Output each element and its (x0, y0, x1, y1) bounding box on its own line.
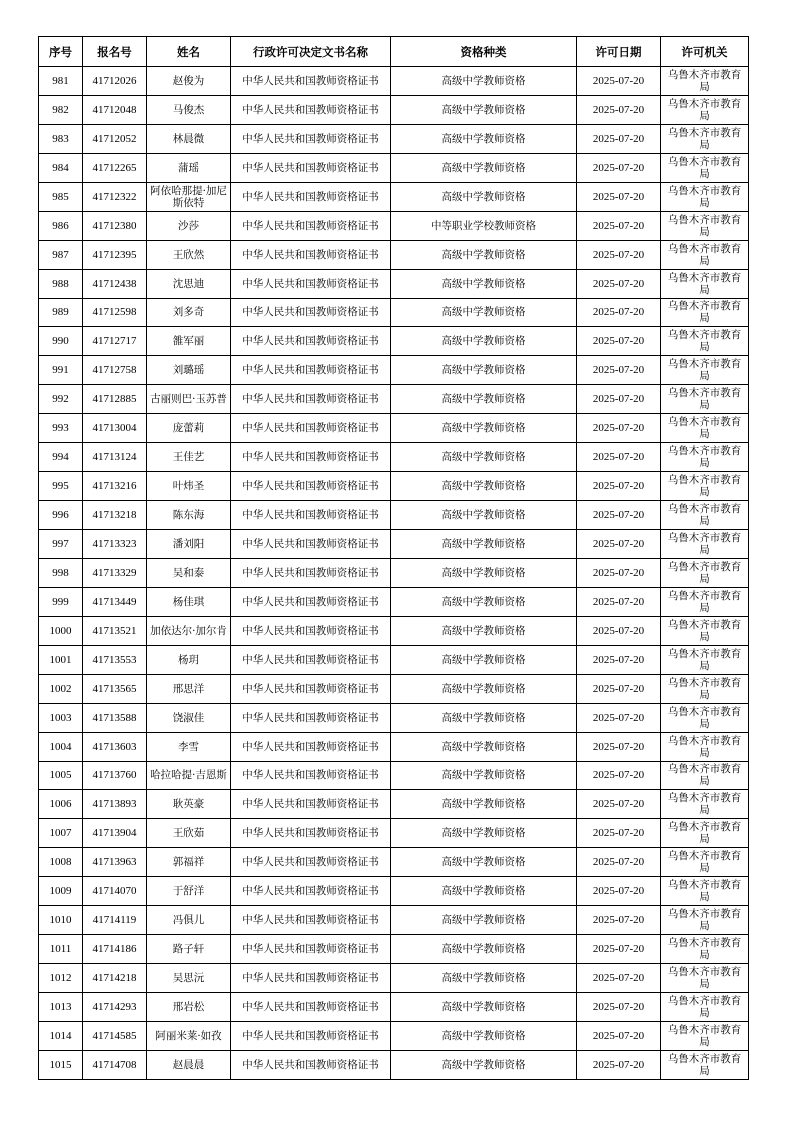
cell-serial: 982 (39, 95, 83, 124)
cell-registration-no: 41712265 (83, 153, 147, 182)
cell-serial: 987 (39, 240, 83, 269)
cell-qualification-type: 高级中学教师资格 (391, 385, 577, 414)
cell-serial: 1010 (39, 906, 83, 935)
cell-name: 王欣然 (147, 240, 231, 269)
cell-license-authority: 乌鲁木齐市教育局 (661, 124, 749, 153)
cell-license-authority: 乌鲁木齐市教育局 (661, 269, 749, 298)
cell-serial: 989 (39, 298, 83, 327)
table-row (39, 501, 749, 530)
cell-name: 吴思沅 (147, 964, 231, 993)
cell-qualification-type: 高级中学教师资格 (391, 819, 577, 848)
cell-license-date: 2025-07-20 (577, 703, 661, 732)
cell-name: 李雪 (147, 732, 231, 761)
header-license-date: 许可日期 (577, 37, 661, 67)
table-row (39, 935, 749, 964)
cell-document-name: 中华人民共和国教师资格证书 (231, 790, 391, 819)
license-table (38, 36, 749, 1080)
cell-qualification-type: 高级中学教师资格 (391, 501, 577, 530)
cell-registration-no: 41713521 (83, 616, 147, 645)
table-row (39, 327, 749, 356)
cell-document-name: 中华人民共和国教师资格证书 (231, 877, 391, 906)
table-row (39, 443, 749, 472)
cell-license-date: 2025-07-20 (577, 1050, 661, 1079)
cell-registration-no: 41714186 (83, 935, 147, 964)
table-row (39, 1050, 749, 1079)
cell-qualification-type: 高级中学教师资格 (391, 414, 577, 443)
cell-license-date: 2025-07-20 (577, 67, 661, 96)
cell-license-date: 2025-07-20 (577, 153, 661, 182)
cell-serial: 1013 (39, 993, 83, 1022)
cell-serial: 983 (39, 124, 83, 153)
cell-document-name: 中华人民共和国教师资格证书 (231, 703, 391, 732)
cell-license-authority: 乌鲁木齐市教育局 (661, 356, 749, 385)
cell-registration-no: 41713004 (83, 414, 147, 443)
cell-document-name: 中华人民共和国教师资格证书 (231, 182, 391, 211)
cell-license-date: 2025-07-20 (577, 211, 661, 240)
cell-name: 于舒洋 (147, 877, 231, 906)
cell-name: 庞蕾莉 (147, 414, 231, 443)
table-row (39, 298, 749, 327)
cell-license-date: 2025-07-20 (577, 182, 661, 211)
cell-name: 雒军丽 (147, 327, 231, 356)
cell-document-name: 中华人民共和国教师资格证书 (231, 443, 391, 472)
cell-serial: 1008 (39, 848, 83, 877)
table-row (39, 616, 749, 645)
cell-license-date: 2025-07-20 (577, 819, 661, 848)
cell-registration-no: 41712438 (83, 269, 147, 298)
cell-license-authority: 乌鲁木齐市教育局 (661, 501, 749, 530)
cell-name: 刘多奇 (147, 298, 231, 327)
cell-document-name: 中华人民共和国教师资格证书 (231, 1050, 391, 1079)
cell-license-authority: 乌鲁木齐市教育局 (661, 790, 749, 819)
cell-document-name: 中华人民共和国教师资格证书 (231, 761, 391, 790)
cell-serial: 1015 (39, 1050, 83, 1079)
cell-license-date: 2025-07-20 (577, 240, 661, 269)
cell-name: 蒲瑶 (147, 153, 231, 182)
cell-serial: 1000 (39, 616, 83, 645)
cell-qualification-type: 高级中学教师资格 (391, 848, 577, 877)
cell-license-authority: 乌鲁木齐市教育局 (661, 472, 749, 501)
cell-serial: 1005 (39, 761, 83, 790)
table-row (39, 414, 749, 443)
cell-name: 赵俊为 (147, 67, 231, 96)
cell-registration-no: 41712717 (83, 327, 147, 356)
cell-registration-no: 41714708 (83, 1050, 147, 1079)
cell-document-name: 中华人民共和国教师资格证书 (231, 269, 391, 298)
cell-document-name: 中华人民共和国教师资格证书 (231, 501, 391, 530)
cell-serial: 994 (39, 443, 83, 472)
table-row (39, 211, 749, 240)
cell-serial: 1011 (39, 935, 83, 964)
cell-document-name: 中华人民共和国教师资格证书 (231, 935, 391, 964)
cell-license-date: 2025-07-20 (577, 993, 661, 1022)
cell-serial: 1004 (39, 732, 83, 761)
cell-license-date: 2025-07-20 (577, 558, 661, 587)
cell-registration-no: 41713963 (83, 848, 147, 877)
cell-registration-no: 41714293 (83, 993, 147, 1022)
cell-serial: 995 (39, 472, 83, 501)
cell-license-authority: 乌鲁木齐市教育局 (661, 645, 749, 674)
table-row (39, 645, 749, 674)
cell-license-authority: 乌鲁木齐市教育局 (661, 877, 749, 906)
cell-license-date: 2025-07-20 (577, 472, 661, 501)
cell-name: 吴和泰 (147, 558, 231, 587)
cell-serial: 990 (39, 327, 83, 356)
cell-license-authority: 乌鲁木齐市教育局 (661, 819, 749, 848)
cell-license-date: 2025-07-20 (577, 501, 661, 530)
cell-license-date: 2025-07-20 (577, 935, 661, 964)
cell-license-authority: 乌鲁木齐市教育局 (661, 674, 749, 703)
header-registration-no: 报名号 (83, 37, 147, 67)
cell-license-date: 2025-07-20 (577, 385, 661, 414)
cell-registration-no: 41713323 (83, 530, 147, 559)
cell-license-date: 2025-07-20 (577, 1021, 661, 1050)
cell-registration-no: 41713904 (83, 819, 147, 848)
cell-name: 哈拉哈提·吉恩斯 (147, 761, 231, 790)
cell-document-name: 中华人民共和国教师资格证书 (231, 385, 391, 414)
table-row (39, 993, 749, 1022)
cell-license-authority: 乌鲁木齐市教育局 (661, 848, 749, 877)
cell-license-authority: 乌鲁木齐市教育局 (661, 95, 749, 124)
cell-license-date: 2025-07-20 (577, 95, 661, 124)
cell-serial: 1002 (39, 674, 83, 703)
cell-qualification-type: 高级中学教师资格 (391, 153, 577, 182)
table-row (39, 472, 749, 501)
cell-qualification-type: 高级中学教师资格 (391, 587, 577, 616)
cell-registration-no: 41712052 (83, 124, 147, 153)
cell-serial: 992 (39, 385, 83, 414)
cell-license-date: 2025-07-20 (577, 587, 661, 616)
cell-serial: 1007 (39, 819, 83, 848)
table-row (39, 1021, 749, 1050)
cell-qualification-type: 高级中学教师资格 (391, 761, 577, 790)
cell-qualification-type: 高级中学教师资格 (391, 124, 577, 153)
cell-serial: 991 (39, 356, 83, 385)
cell-license-date: 2025-07-20 (577, 298, 661, 327)
cell-license-authority: 乌鲁木齐市教育局 (661, 906, 749, 935)
cell-qualification-type: 中等职业学校教师资格 (391, 211, 577, 240)
cell-registration-no: 41713588 (83, 703, 147, 732)
cell-license-date: 2025-07-20 (577, 616, 661, 645)
cell-license-date: 2025-07-20 (577, 732, 661, 761)
cell-qualification-type: 高级中学教师资格 (391, 877, 577, 906)
cell-registration-no: 41713124 (83, 443, 147, 472)
table-row (39, 269, 749, 298)
cell-name: 王佳艺 (147, 443, 231, 472)
table-row (39, 95, 749, 124)
cell-license-authority: 乌鲁木齐市教育局 (661, 1050, 749, 1079)
cell-name: 古丽则巴·玉苏普 (147, 385, 231, 414)
cell-license-authority: 乌鲁木齐市教育局 (661, 414, 749, 443)
cell-license-date: 2025-07-20 (577, 790, 661, 819)
header-license-authority: 许可机关 (661, 37, 749, 67)
header-qualification-type: 资格种类 (391, 37, 577, 67)
cell-registration-no: 41714070 (83, 877, 147, 906)
cell-license-authority: 乌鲁木齐市教育局 (661, 935, 749, 964)
cell-document-name: 中华人民共和国教师资格证书 (231, 67, 391, 96)
cell-registration-no: 41712885 (83, 385, 147, 414)
cell-license-date: 2025-07-20 (577, 645, 661, 674)
cell-serial: 1003 (39, 703, 83, 732)
table-row (39, 819, 749, 848)
cell-license-authority: 乌鲁木齐市教育局 (661, 327, 749, 356)
table-row (39, 877, 749, 906)
cell-serial: 981 (39, 67, 83, 96)
cell-qualification-type: 高级中学教师资格 (391, 964, 577, 993)
table-row (39, 964, 749, 993)
cell-qualification-type: 高级中学教师资格 (391, 95, 577, 124)
cell-name: 沈思迪 (147, 269, 231, 298)
cell-serial: 997 (39, 530, 83, 559)
cell-license-date: 2025-07-20 (577, 877, 661, 906)
cell-license-date: 2025-07-20 (577, 906, 661, 935)
cell-registration-no: 41712048 (83, 95, 147, 124)
cell-name: 林晨微 (147, 124, 231, 153)
cell-name: 王欣茹 (147, 819, 231, 848)
cell-document-name: 中华人民共和国教师资格证书 (231, 674, 391, 703)
cell-document-name: 中华人民共和国教师资格证书 (231, 587, 391, 616)
table-row (39, 587, 749, 616)
cell-license-authority: 乌鲁木齐市教育局 (661, 530, 749, 559)
cell-document-name: 中华人民共和国教师资格证书 (231, 95, 391, 124)
cell-document-name: 中华人民共和国教师资格证书 (231, 993, 391, 1022)
cell-qualification-type: 高级中学教师资格 (391, 67, 577, 96)
cell-document-name: 中华人民共和国教师资格证书 (231, 530, 391, 559)
cell-serial: 984 (39, 153, 83, 182)
cell-document-name: 中华人民共和国教师资格证书 (231, 848, 391, 877)
table-row (39, 67, 749, 96)
cell-license-authority: 乌鲁木齐市教育局 (661, 1021, 749, 1050)
cell-registration-no: 41713216 (83, 472, 147, 501)
cell-name: 潘刘阳 (147, 530, 231, 559)
cell-qualification-type: 高级中学教师资格 (391, 472, 577, 501)
table-row (39, 124, 749, 153)
cell-qualification-type: 高级中学教师资格 (391, 327, 577, 356)
cell-license-authority: 乌鲁木齐市教育局 (661, 240, 749, 269)
cell-license-date: 2025-07-20 (577, 674, 661, 703)
cell-serial: 1009 (39, 877, 83, 906)
cell-document-name: 中华人民共和国教师资格证书 (231, 211, 391, 240)
cell-license-date: 2025-07-20 (577, 414, 661, 443)
cell-qualification-type: 高级中学教师资格 (391, 993, 577, 1022)
cell-document-name: 中华人民共和国教师资格证书 (231, 645, 391, 674)
cell-registration-no: 41714218 (83, 964, 147, 993)
table-row (39, 732, 749, 761)
cell-license-authority: 乌鲁木齐市教育局 (661, 385, 749, 414)
cell-document-name: 中华人民共和国教师资格证书 (231, 414, 391, 443)
table-row (39, 703, 749, 732)
cell-license-authority: 乌鲁木齐市教育局 (661, 703, 749, 732)
table-row (39, 356, 749, 385)
cell-license-date: 2025-07-20 (577, 327, 661, 356)
cell-serial: 988 (39, 269, 83, 298)
cell-serial: 985 (39, 182, 83, 211)
cell-license-authority: 乌鲁木齐市教育局 (661, 298, 749, 327)
cell-name: 阿丽米莱·如孜 (147, 1021, 231, 1050)
cell-license-authority: 乌鲁木齐市教育局 (661, 761, 749, 790)
cell-name: 郭福祥 (147, 848, 231, 877)
cell-registration-no: 41713760 (83, 761, 147, 790)
cell-document-name: 中华人民共和国教师资格证书 (231, 356, 391, 385)
cell-document-name: 中华人民共和国教师资格证书 (231, 153, 391, 182)
cell-document-name: 中华人民共和国教师资格证书 (231, 732, 391, 761)
cell-name: 饶淑佳 (147, 703, 231, 732)
cell-name: 杨佳琪 (147, 587, 231, 616)
cell-document-name: 中华人民共和国教师资格证书 (231, 558, 391, 587)
cell-document-name: 中华人民共和国教师资格证书 (231, 1021, 391, 1050)
table-row (39, 530, 749, 559)
cell-license-authority: 乌鲁木齐市教育局 (661, 587, 749, 616)
cell-name: 刘璐瑶 (147, 356, 231, 385)
cell-name: 叶炜圣 (147, 472, 231, 501)
cell-registration-no: 41712598 (83, 298, 147, 327)
cell-qualification-type: 高级中学教师资格 (391, 732, 577, 761)
header-row (39, 37, 749, 67)
cell-registration-no: 41712380 (83, 211, 147, 240)
cell-license-authority: 乌鲁木齐市教育局 (661, 211, 749, 240)
table-row (39, 906, 749, 935)
cell-registration-no: 41714585 (83, 1021, 147, 1050)
cell-serial: 1006 (39, 790, 83, 819)
cell-qualification-type: 高级中学教师资格 (391, 182, 577, 211)
cell-registration-no: 41713329 (83, 558, 147, 587)
cell-license-authority: 乌鲁木齐市教育局 (661, 964, 749, 993)
cell-registration-no: 41714119 (83, 906, 147, 935)
table-header (39, 37, 749, 67)
table-row (39, 674, 749, 703)
cell-registration-no: 41713603 (83, 732, 147, 761)
cell-license-authority: 乌鲁木齐市教育局 (661, 182, 749, 211)
table-row (39, 182, 749, 211)
cell-qualification-type: 高级中学教师资格 (391, 616, 577, 645)
cell-document-name: 中华人民共和国教师资格证书 (231, 124, 391, 153)
cell-license-authority: 乌鲁木齐市教育局 (661, 993, 749, 1022)
cell-registration-no: 41712026 (83, 67, 147, 96)
cell-serial: 993 (39, 414, 83, 443)
cell-registration-no: 41713893 (83, 790, 147, 819)
cell-name: 加依达尔·加尔肯 (147, 616, 231, 645)
cell-document-name: 中华人民共和国教师资格证书 (231, 964, 391, 993)
table-row (39, 153, 749, 182)
header-serial: 序号 (39, 37, 83, 67)
cell-qualification-type: 高级中学教师资格 (391, 1021, 577, 1050)
cell-qualification-type: 高级中学教师资格 (391, 558, 577, 587)
cell-license-authority: 乌鲁木齐市教育局 (661, 443, 749, 472)
cell-license-authority: 乌鲁木齐市教育局 (661, 616, 749, 645)
cell-license-authority: 乌鲁木齐市教育局 (661, 67, 749, 96)
cell-qualification-type: 高级中学教师资格 (391, 790, 577, 819)
cell-license-date: 2025-07-20 (577, 443, 661, 472)
cell-registration-no: 41712758 (83, 356, 147, 385)
cell-document-name: 中华人民共和国教师资格证书 (231, 819, 391, 848)
header-name: 姓名 (147, 37, 231, 67)
cell-document-name: 中华人民共和国教师资格证书 (231, 616, 391, 645)
cell-document-name: 中华人民共和国教师资格证书 (231, 240, 391, 269)
cell-license-authority: 乌鲁木齐市教育局 (661, 732, 749, 761)
table-row (39, 848, 749, 877)
cell-name: 冯俱儿 (147, 906, 231, 935)
cell-registration-no: 41713565 (83, 674, 147, 703)
cell-name: 阿依哈那提·加尼斯依特 (147, 182, 231, 211)
cell-name: 耿英豪 (147, 790, 231, 819)
cell-license-date: 2025-07-20 (577, 124, 661, 153)
cell-name: 马俊杰 (147, 95, 231, 124)
cell-qualification-type: 高级中学教师资格 (391, 269, 577, 298)
table-body (39, 67, 749, 1080)
cell-qualification-type: 高级中学教师资格 (391, 1050, 577, 1079)
cell-license-date: 2025-07-20 (577, 530, 661, 559)
cell-name: 沙莎 (147, 211, 231, 240)
cell-license-date: 2025-07-20 (577, 761, 661, 790)
cell-license-date: 2025-07-20 (577, 356, 661, 385)
cell-serial: 998 (39, 558, 83, 587)
cell-license-authority: 乌鲁木齐市教育局 (661, 153, 749, 182)
cell-name: 陈东海 (147, 501, 231, 530)
cell-serial: 1014 (39, 1021, 83, 1050)
cell-name: 邢思洋 (147, 674, 231, 703)
cell-document-name: 中华人民共和国教师资格证书 (231, 472, 391, 501)
license-table-page (38, 36, 748, 1080)
table-row (39, 558, 749, 587)
cell-serial: 1001 (39, 645, 83, 674)
cell-registration-no: 41713553 (83, 645, 147, 674)
cell-name: 路子轩 (147, 935, 231, 964)
cell-license-authority: 乌鲁木齐市教育局 (661, 558, 749, 587)
table-row (39, 240, 749, 269)
cell-serial: 986 (39, 211, 83, 240)
cell-name: 赵晨晨 (147, 1050, 231, 1079)
cell-registration-no: 41713218 (83, 501, 147, 530)
table-row (39, 761, 749, 790)
cell-serial: 999 (39, 587, 83, 616)
table-row (39, 790, 749, 819)
cell-name: 杨玥 (147, 645, 231, 674)
cell-license-date: 2025-07-20 (577, 269, 661, 298)
cell-qualification-type: 高级中学教师资格 (391, 906, 577, 935)
cell-qualification-type: 高级中学教师资格 (391, 645, 577, 674)
header-document-name: 行政许可决定文书名称 (231, 37, 391, 67)
cell-serial: 996 (39, 501, 83, 530)
cell-serial: 1012 (39, 964, 83, 993)
cell-qualification-type: 高级中学教师资格 (391, 530, 577, 559)
cell-registration-no: 41712395 (83, 240, 147, 269)
table-row (39, 385, 749, 414)
cell-qualification-type: 高级中学教师资格 (391, 443, 577, 472)
cell-document-name: 中华人民共和国教师资格证书 (231, 298, 391, 327)
cell-qualification-type: 高级中学教师资格 (391, 935, 577, 964)
cell-qualification-type: 高级中学教师资格 (391, 240, 577, 269)
cell-qualification-type: 高级中学教师资格 (391, 703, 577, 732)
cell-document-name: 中华人民共和国教师资格证书 (231, 906, 391, 935)
cell-name: 邢岩松 (147, 993, 231, 1022)
cell-qualification-type: 高级中学教师资格 (391, 356, 577, 385)
cell-registration-no: 41713449 (83, 587, 147, 616)
cell-qualification-type: 高级中学教师资格 (391, 298, 577, 327)
cell-document-name: 中华人民共和国教师资格证书 (231, 327, 391, 356)
cell-registration-no: 41712322 (83, 182, 147, 211)
cell-license-date: 2025-07-20 (577, 848, 661, 877)
cell-license-date: 2025-07-20 (577, 964, 661, 993)
cell-qualification-type: 高级中学教师资格 (391, 674, 577, 703)
